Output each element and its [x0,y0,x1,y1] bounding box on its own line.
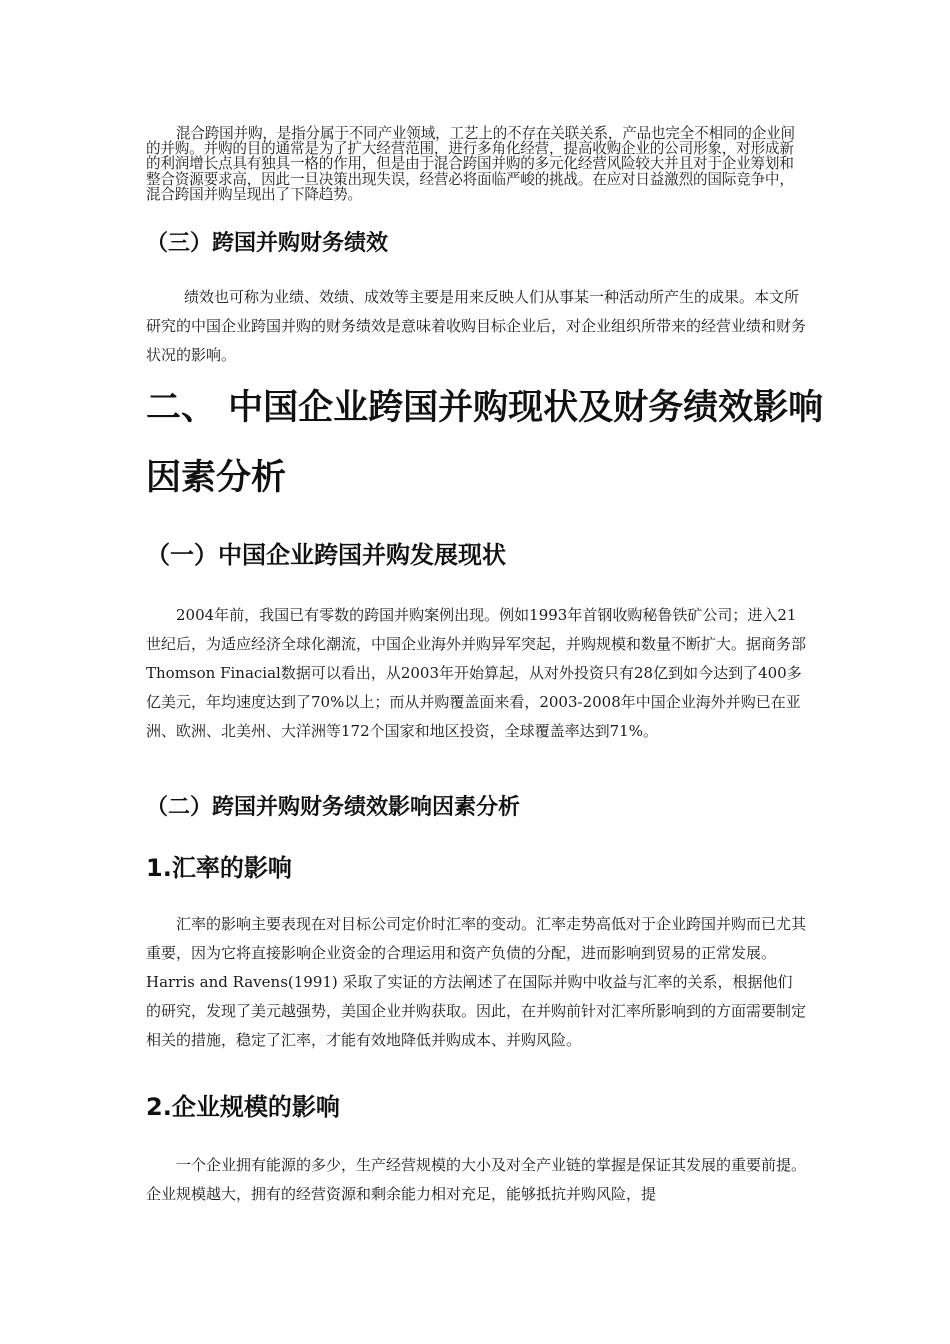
paragraph-development-status: 2004年前，我国已有零数的跨国并购案例出现。例如1993年首钢收购秘鲁铁矿公司；进入21世纪后，为适应经济全球化潮流，中国企业海外并购异军突起，并购规模和数量不断扩大。据商务部Thomson Finacial数据可以看出，从2003年开始算起，从对外投资只有28亿到如今达到了400多亿美元，年均速度达到了70%以上；而从并购覆盖面来看，2003-2008年中国企业海外并购已在亚洲、欧洲、北美州、大洋洲等172个国家和地区投资，全球覆盖率达到71%。 [146,606,807,740]
heading-enterprise-scale: 2.企业规模的影响 [146,1093,340,1121]
heading-development-status: （一）中国企业跨国并购发展现状 [146,541,506,569]
paragraph-exchange-rate: 汇率的影响主要表现在对目标公司定价时汇率的变动。汇率走势高低对于企业跨国并购而已尤其重要，因为它将直接影响企业资金的合理运用和资产负债的分配，进而影响到贸易的正常发展。Harris and Ravens(1991) 采取了实证的方法阐述了在国际并购中收益与汇率的关系，根据他们的研究，发现了美元越强势，美国企业并购获取。因此，在并购前针对汇率所影响到的方面需要制定相关的措施，稳定了汇率，才能有效地降低并购成本、并购风险。 [146,915,807,1049]
paragraph-performance-definition: 绩效也可称为业绩、效绩、成效等主要是用来反映人们从事某一种活动所产生的成果。本文所研究的中国企业跨国并购的财务绩效是意味着收购目标企业后，对企业组织所带来的经营业绩和财务状况的影响。 [146,288,807,364]
heading-exchange-rate: 1.汇率的影响 [146,854,292,882]
paragraph-enterprise-scale: 一个企业拥有能源的多少，生产经营规模的大小及对全产业链的掌握是保证其发展的重要前提。企业规模越大，拥有的经营资源和剩余能力相对充足，能够抵抗并购风险，提 [146,1156,807,1203]
heading-financial-performance: （三）跨国并购财务绩效 [146,231,389,256]
paragraph-mixed-cross-border-ma: 混合跨国并购，是指分属于不同产业领域，工艺上的不存在关联关系，产品也完全不相同的企业间的并购。并购的目的通常是为了扩大经营范围，进行多角化经营，提高收购企业的公司形象，对形成新的利润增长点具有独具一格的作用，但是由于混合跨国并购的多元化经营风险较大并且对于企业筹划和整合资源要求高，因此一旦决策出现失误，经营必将面临严峻的挑战。在应对日益激烈的国际竞争中，混合跨国并购呈现出了下降趋势。 [146,125,795,203]
heading-influencing-factors: （二）跨国并购财务绩效影响因素分析 [146,795,521,820]
chapter-2-title: 二、 中国企业跨国并购现状及财务绩效影响因素分析 [146,388,824,498]
